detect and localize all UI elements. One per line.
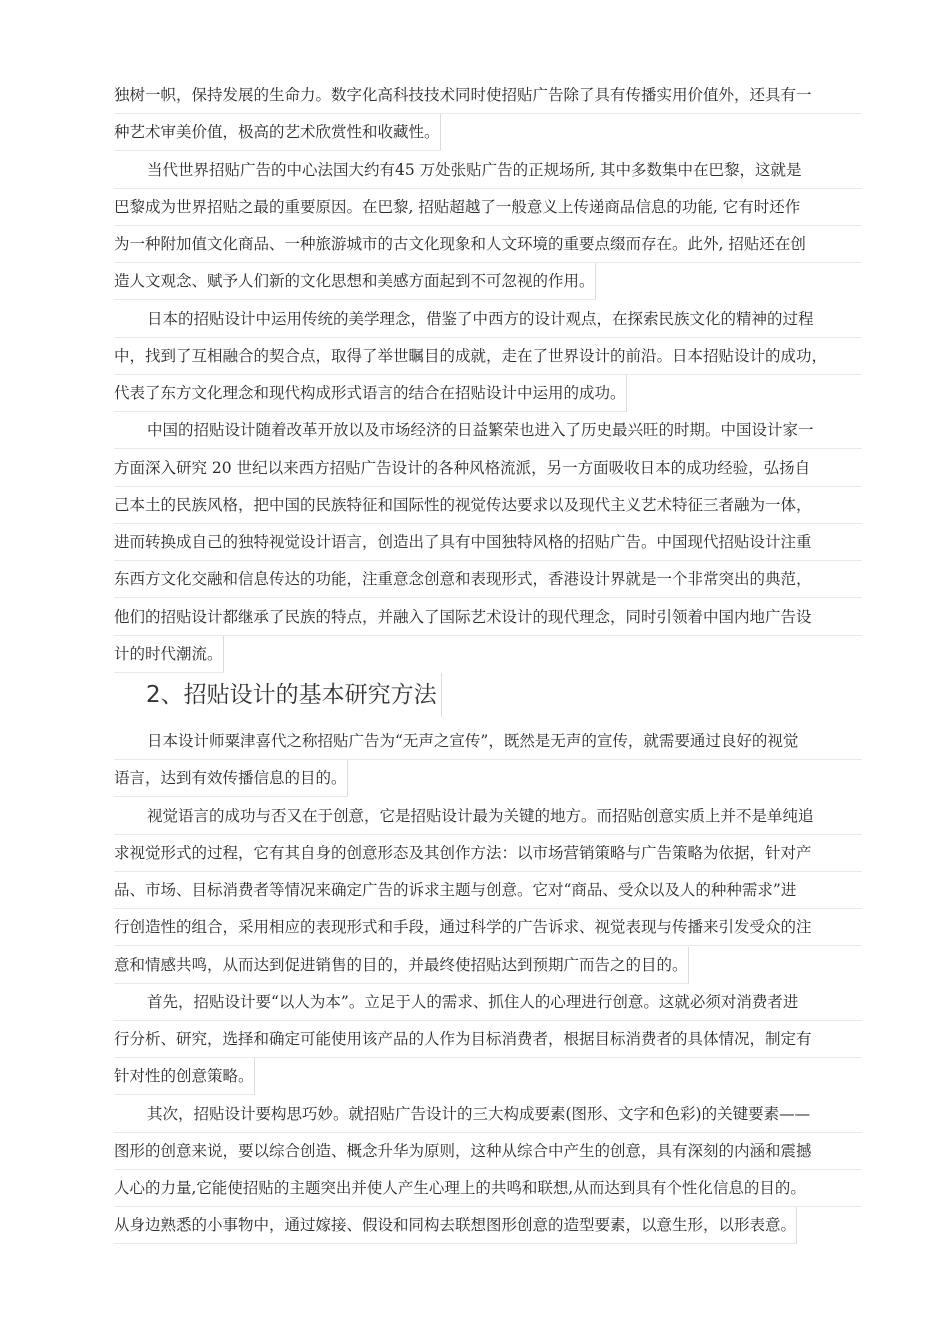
paragraph-line: 语言，达到有效传播信息的目的。 [114,760,348,797]
paragraph-line: 图形的创意来说，要以综合创造、概念升华为原则，这种从综合中产生的创意，具有深刻的内涵和震撼 [114,1133,862,1170]
paragraph-line: 他们的招贴设计都继承了民族的特点，并融入了国际艺术设计的现代理念，同时引领着中国内地广告设 [114,599,862,636]
paragraph-line: 方面深入研究 20 世纪以来西方招贴广告设计的各种风格流派，另一方面吸收日本的成功经验，弘扬自 [114,450,862,487]
paragraph-first-line: 其次，招贴设计要构思巧妙。就招贴广告设计的三大构成要素(图形、文字和色彩)的关键要素—— [114,1096,862,1133]
paragraph-line: 意和情感共鸣，从而达到促进销售的目的，并最终使招贴达到预期广而告之的目的。 [114,947,689,984]
paragraph-first-line: 当代世界招贴广告的中心法国大约有45 万处张贴广告的正规场所, 其中多数集中在巴黎，这就是 [114,152,862,189]
paragraph-line: 品、市场、目标消费者等情况来确定广告的诉求主题与创意。它对“商品、受众以及人的种种需求”进 [114,872,862,909]
paragraph-line: 从身边熟悉的小事物中，通过嫁接、假设和同构去联想图形创意的造型要素，以意生形，以形表意。 [114,1207,797,1244]
paragraph-line: 人心的力量,它能使招贴的主题突出并使人产生心理上的共鸣和联想,从而达到具有个性化信息的目的。 [114,1170,862,1207]
paragraph-line: 针对性的创意策略。 [114,1058,255,1095]
paragraph-line: 代表了东方文化理念和现代构成形式语言的结合在招贴设计中运用的成功。 [114,375,627,412]
paragraph-line: 行创造性的组合，采用相应的表现形式和手段，通过科学的广告诉求、视觉表现与传播来引发受众的注 [114,909,862,946]
paragraph-line: 巴黎成为世界招贴之最的重要原因。在巴黎, 招贴超越了一般意义上传递商品信息的功能, 它有时还作 [114,189,862,226]
paragraph-first-line: 首先，招贴设计要“以人为本”。立足于人的需求、抓住人的心理进行创意。这就必须对消费者进 [114,984,862,1021]
paragraph-line: 行分析、研究，选择和确定可能使用该产品的人作为目标消费者，根据目标消费者的具体情况，制定有 [114,1021,862,1058]
paragraph-line: 己本土的民族风格，把中国的民族特征和国际性的视觉传达要求以及现代主义艺术特征三者融为一体， [114,487,862,524]
paragraph-line: 计的时代潮流。 [114,636,224,673]
paragraph-line: 为一种附加值文化商品、一种旅游城市的古文化现象和人文环境的重要点缀而存在。此外, 招贴还在创 [114,226,862,263]
paragraph-first-line: 中国的招贴设计随着改革开放以及市场经济的日益繁荣也进入了历史最兴旺的时期。中国设计家一 [114,412,862,449]
paragraph-line: 中，找到了互相融合的契合点，取得了举世瞩目的成就，走在了世界设计的前沿。日本招贴设计的成功， [114,338,862,375]
paragraph-line: 造人文观念、赋予人们新的文化思想和美感方面起到不可忽视的作用。 [114,263,596,300]
paragraph-line: 求视觉形式的过程，它有其自身的创意形态及其创作方法：以市场营销策略与广告策略为依据，针对产 [114,835,862,872]
paragraph-line: 种艺术审美价值，极高的艺术欣赏性和收藏性。 [114,114,441,151]
section-heading: 2、招贴设计的基本研究方法 [146,673,442,717]
paragraph-line: 进而转换成自己的独特视觉设计语言，创造出了具有中国独特风格的招贴广告。中国现代招贴设计注重 [114,524,862,561]
paragraph-first-line: 视觉语言的成功与否又在于创意，它是招贴设计最为关键的地方。而招贴创意实质上并不是单纯追 [114,798,862,835]
paragraph-first-line: 日本的招贴设计中运用传统的美学理念，借鉴了中西方的设计观点，在探索民族文化的精神的过程 [114,301,862,338]
paragraph-line: 独树一帜，保持发展的生命力。数字化高科技技术同时使招贴广告除了具有传播实用价值外，还具有一 [114,77,862,114]
paragraph-first-line: 日本设计师粟津喜代之称招贴广告为“无声之宣传”，既然是无声的宣传，就需要通过良好的视觉 [114,723,862,760]
paragraph-line: 东西方文化交融和信息传达的功能，注重意念创意和表现形式，香港设计界就是一个非常突出的典范， [114,561,862,598]
